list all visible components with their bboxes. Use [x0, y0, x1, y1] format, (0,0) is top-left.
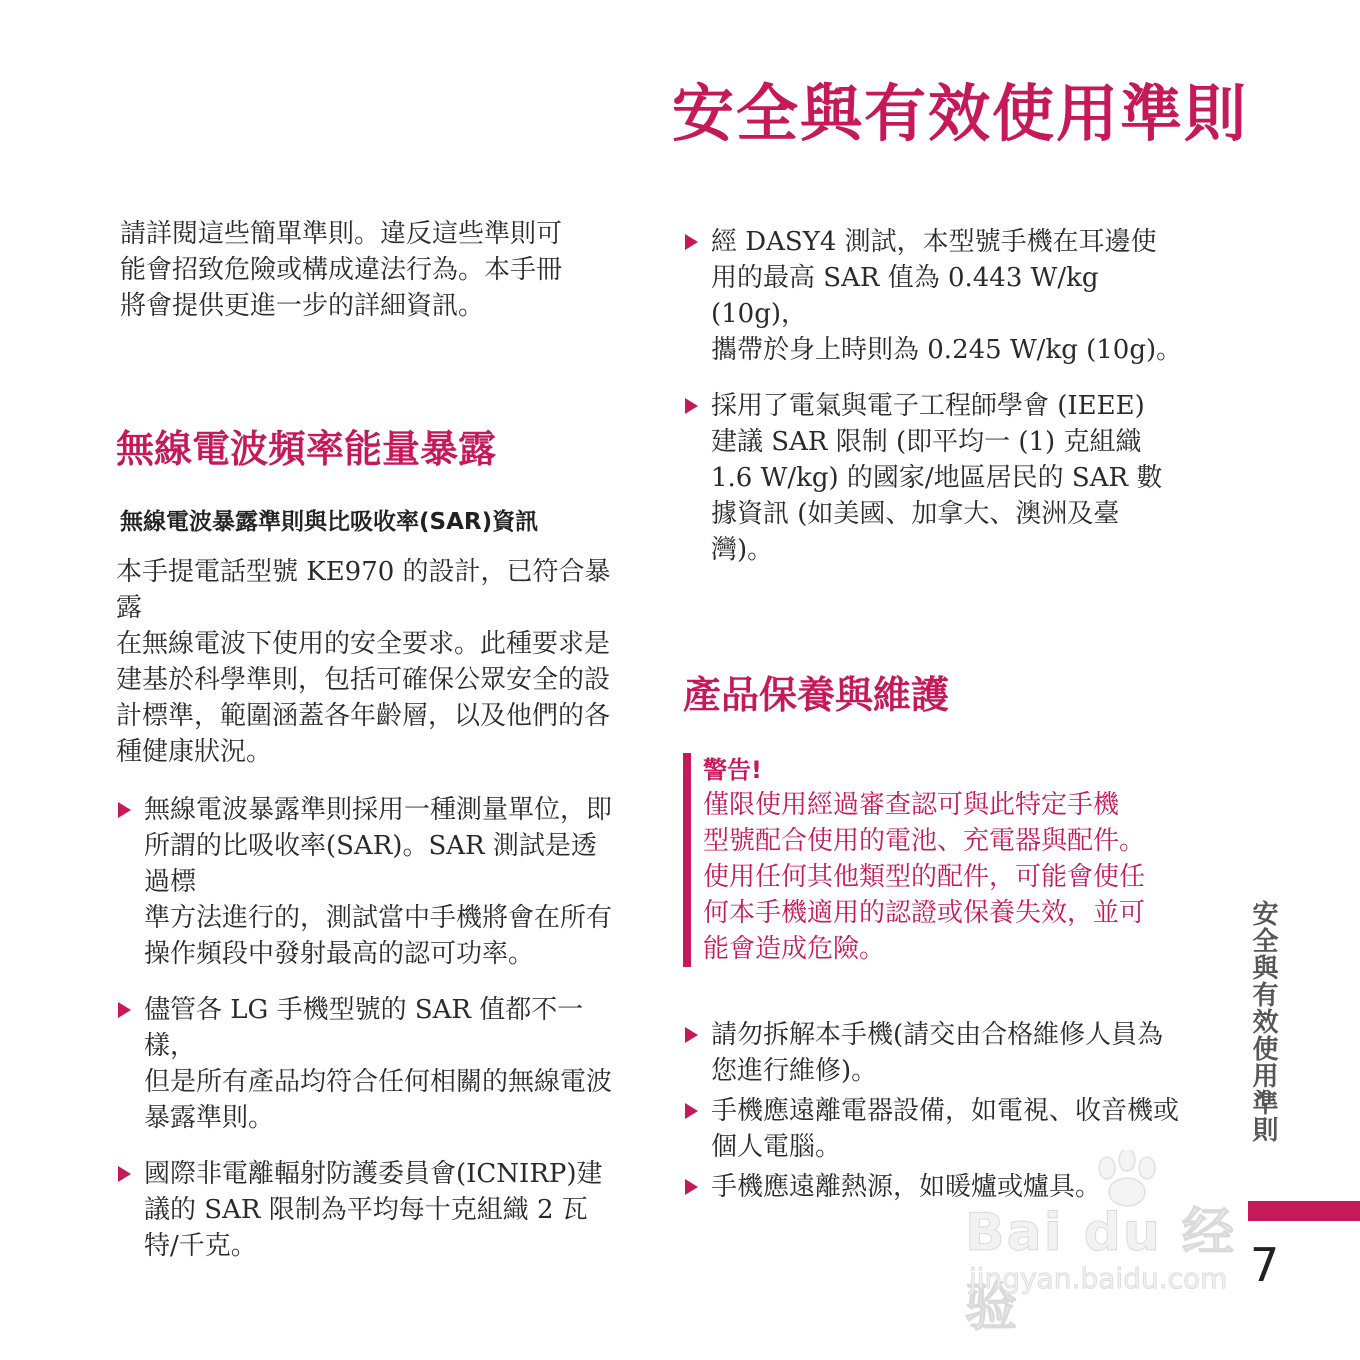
bullet-line: 據資訊 (如美國、加拿大、澳洲及臺	[711, 499, 1120, 529]
triangle-bullet-icon	[685, 1103, 698, 1119]
page-title: 安全與有效使用準則	[671, 77, 1248, 150]
triangle-bullet-icon	[685, 1179, 698, 1195]
ke970-paragraph	[116, 554, 616, 770]
bullet-line: 您進行維修)。	[711, 1056, 878, 1086]
triangle-bullet-icon	[685, 398, 698, 414]
bullet-line: 採用了電氣與電子工程師學會 (IEEE)	[711, 391, 1145, 421]
watermark-url: jingyan.baidu.com	[969, 1262, 1228, 1295]
bullet-line: 灣)。	[711, 535, 774, 565]
intro-paragraph	[120, 216, 616, 324]
triangle-bullet-icon	[118, 802, 131, 818]
list-item	[683, 388, 1183, 568]
list-item	[116, 992, 616, 1136]
watermark-brand: Bai du 经验	[965, 1203, 1236, 1338]
warning-line: 型號配合使用的電池、充電器與配件。	[703, 826, 1146, 856]
side-section-label: 安全與有效使用準則	[1248, 900, 1278, 1143]
intro-line: 將會提供更進一步的詳細資訊。	[120, 291, 485, 321]
intro-line: 請詳閱這些簡單準則。違反這些準則可	[120, 219, 563, 249]
warning-title: 警告!	[703, 756, 762, 784]
bullet-line: 特/千克。	[144, 1231, 257, 1261]
bullet-line: 用的最高 SAR 值為 0.443 W/kg (10g)，	[711, 263, 1099, 329]
bullet-line: 個人電腦。	[711, 1132, 842, 1162]
paragraph-line: 計標準，範圍涵蓋各年齡層，以及他們的各	[116, 701, 611, 731]
warning-line: 何本手機適用的認證或保養失效，並可	[703, 898, 1146, 928]
bullet-line: 請勿拆解本手機(請交由合格維修人員為	[711, 1020, 1164, 1050]
intro-line: 能會招致危險或構成違法行為。本手冊	[120, 255, 563, 285]
bullet-line: 議的 SAR 限制為平均每十克組織 2 瓦	[144, 1195, 588, 1225]
bullet-line: 但是所有產品均符合任何相關的無線電波	[144, 1067, 613, 1097]
bullet-line: 國際非電離輻射防護委員會(ICNIRP)建	[144, 1159, 603, 1189]
paragraph-line: 在無線電波下使用的安全要求。此種要求是	[116, 629, 611, 659]
list-item	[683, 224, 1183, 368]
product-care-heading: 產品保養與維護	[683, 673, 950, 717]
triangle-bullet-icon	[118, 1166, 131, 1182]
triangle-bullet-icon	[685, 1027, 698, 1043]
bullet-line: 攜帶於身上時則為 0.245 W/kg (10g)。	[711, 335, 1183, 365]
bullet-line: 操作頻段中發射最高的認可功率。	[144, 939, 535, 969]
triangle-bullet-icon	[118, 1002, 131, 1018]
page-number: 7	[1250, 1238, 1280, 1292]
bullet-line: 建議 SAR 限制 (即平均一 (1) 克組織	[711, 427, 1142, 457]
warning-line: 僅限使用經過審查認可與此特定手機	[703, 790, 1120, 820]
sar-bullet-list	[116, 792, 616, 1264]
bullet-line: 準方法進行的，測試當中手機將會在所有	[144, 903, 613, 933]
list-item	[683, 1017, 1183, 1089]
warning-box	[683, 753, 1183, 967]
baidu-watermark	[965, 1150, 1285, 1338]
bullet-line: 儘管各 LG 手機型號的 SAR 值都不一樣，	[144, 995, 584, 1061]
bullet-line: 手機應遠離電器設備，如電視、收音機或	[711, 1096, 1180, 1126]
rf-exposure-heading: 無線電波頻率能量暴露	[116, 427, 497, 471]
bullet-line: 手機應遠離熱源，如暖爐或爐具。	[711, 1172, 1102, 1202]
bullet-line: 所謂的比吸收率(SAR)。SAR 測試是透過標	[144, 831, 597, 897]
triangle-bullet-icon	[685, 234, 698, 250]
warning-line: 能會造成危險。	[703, 934, 886, 964]
paragraph-line: 建基於科學準則，包括可確保公眾安全的設	[116, 665, 611, 695]
bullet-line: 無線電波暴露準則採用一種測量單位，即	[144, 795, 613, 825]
warning-line: 使用任何其他類型的配件，可能會使任	[703, 862, 1146, 892]
bullet-line: 暴露準則。	[144, 1103, 275, 1133]
paragraph-line: 種健康狀況。	[116, 737, 273, 767]
bullet-line: 1.6 W/kg) 的國家/地區居民的 SAR 數	[711, 463, 1163, 493]
paragraph-line: 本手提電話型號 KE970 的設計，已符合暴露	[116, 557, 611, 623]
bullet-line: 經 DASY4 測試，本型號手機在耳邊使	[711, 227, 1157, 257]
right-column	[683, 224, 1183, 1205]
sar-subheading: 無線電波暴露準則與比吸收率(SAR)資訊	[120, 509, 539, 535]
left-column	[116, 216, 616, 1264]
list-item	[116, 1156, 616, 1264]
sar-values-list	[683, 224, 1183, 568]
warning-text	[703, 787, 1183, 967]
list-item	[116, 792, 616, 972]
